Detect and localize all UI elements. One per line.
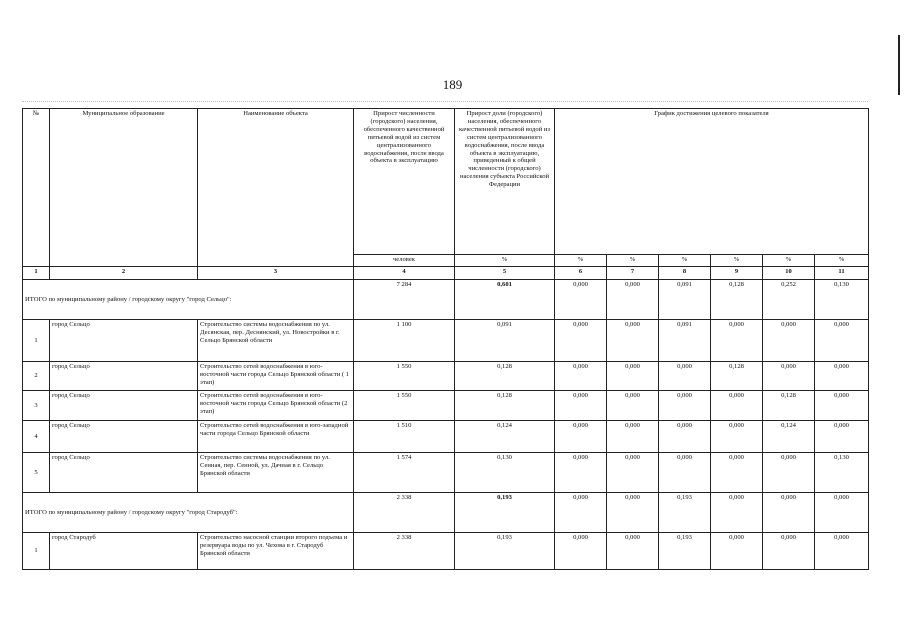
table-row [23, 362, 869, 391]
group-total-share: 0,193 [455, 493, 555, 533]
year-value: 0,000 [711, 533, 763, 570]
col-number: 11 [815, 267, 869, 280]
year-value: 0,000 [815, 421, 869, 453]
table-row [23, 320, 869, 362]
object-name: Строительство насосной станции второго подъема и резервуара воды по ул. Чехова в г. Стародуб Брянской области [198, 533, 354, 570]
row-number: 3 [23, 391, 50, 421]
header-municipality: Муниципальное образование [50, 109, 198, 267]
object-name: Строительство сетей водоснабжения в юго-западной части города Сельцо Брянской области [198, 421, 354, 453]
year-value: 0,000 [607, 533, 659, 570]
year-value: 0,000 [607, 391, 659, 421]
header-no: № [23, 109, 50, 267]
unit-people: человек [354, 255, 455, 267]
row-number: 1 [23, 320, 50, 362]
year-value: 0,000 [607, 362, 659, 391]
share-growth: 0,130 [455, 453, 555, 493]
header-row [23, 109, 869, 255]
unit-percent-2019: % [555, 255, 607, 267]
group-total-row [23, 493, 869, 533]
year-value: 0,000 [763, 362, 815, 391]
table-row [23, 421, 869, 453]
year-value: 0,000 [763, 453, 815, 493]
unit-percent-2024: % [815, 255, 869, 267]
year-value: 0,000 [555, 421, 607, 453]
col-number: 1 [23, 267, 50, 280]
share-growth: 0,091 [455, 320, 555, 362]
col-number: 3 [198, 267, 354, 280]
year-value: 0,124 [763, 421, 815, 453]
group-total-year-value: 0,000 [555, 493, 607, 533]
group-total-year-value: 0,000 [607, 493, 659, 533]
year-value: 0,000 [555, 320, 607, 362]
group-total-year-value: 0,000 [711, 493, 763, 533]
table-row [23, 533, 869, 570]
municipality-name: город Сельцо [50, 362, 198, 391]
top-rule [22, 101, 868, 102]
municipality-name: город Сельцо [50, 391, 198, 421]
population-growth: 1 550 [354, 362, 455, 391]
year-value: 0,000 [815, 362, 869, 391]
year-value: 0,000 [607, 320, 659, 362]
col-number: 8 [659, 267, 711, 280]
table-row [23, 391, 869, 421]
header-object: Наименование объекта [198, 109, 354, 267]
indicator-table [22, 108, 869, 570]
year-value: 0,128 [711, 362, 763, 391]
group-total-year-value: 0,128 [711, 280, 763, 320]
unit-percent-2020: % [607, 255, 659, 267]
col-number: 9 [711, 267, 763, 280]
group-total-year-value: 0,252 [763, 280, 815, 320]
col-number: 5 [455, 267, 555, 280]
year-value: 0,000 [763, 320, 815, 362]
object-name: Строительство сетей водоснабжения в юго-восточной части города Сельцо Брянской области (2 этап) [198, 391, 354, 421]
municipality-name: город Сельцо [50, 453, 198, 493]
group-total-people: 2 338 [354, 493, 455, 533]
group-total-label: ИТОГО по муниципальному району / городскому округу "город Сельцо": [23, 280, 354, 320]
page-number: 189 [442, 77, 463, 92]
year-value: 0,193 [659, 533, 711, 570]
year-value: 0,130 [815, 453, 869, 493]
share-growth: 0,128 [455, 362, 555, 391]
population-growth: 2 338 [354, 533, 455, 570]
group-total-people: 7 284 [354, 280, 455, 320]
object-name: Строительство системы водоснабжения по ул. Сенная, пер. Сенной, ул. Дачная в г. Сельцо Брянской области [198, 453, 354, 493]
year-value: 0,000 [815, 533, 869, 570]
group-total-year-value: 0,193 [659, 493, 711, 533]
year-value: 0,000 [555, 533, 607, 570]
unit-percent-2022: % [711, 255, 763, 267]
year-value: 0,000 [711, 453, 763, 493]
year-value: 0,000 [659, 453, 711, 493]
year-value: 0,000 [711, 391, 763, 421]
object-name: Строительство системы водоснабжения по ул. Десянская, пер. Деснянский, ул. Новостройки в г. Сельцо Брянской области [198, 320, 354, 362]
year-value: 0,000 [555, 362, 607, 391]
municipality-name: город Сельцо [50, 320, 198, 362]
year-value: 0,000 [711, 421, 763, 453]
col-number: 2 [50, 267, 198, 280]
population-growth: 1 510 [354, 421, 455, 453]
population-growth: 1 574 [354, 453, 455, 493]
object-name: Строительство сетей водоснабжения в юго-восточной части города Сельцо Брянской области ( 1 этап) [198, 362, 354, 391]
year-value: 0,000 [711, 320, 763, 362]
year-value: 0,000 [659, 421, 711, 453]
header-schedule: График достижения целевого показателя [555, 109, 869, 255]
year-value: 0,000 [815, 320, 869, 362]
year-value: 0,128 [763, 391, 815, 421]
row-number: 4 [23, 421, 50, 453]
share-growth: 0,128 [455, 391, 555, 421]
share-growth: 0,193 [455, 533, 555, 570]
row-number: 5 [23, 453, 50, 493]
col-number: 4 [354, 267, 455, 280]
population-growth: 1 550 [354, 391, 455, 421]
year-value: 0,000 [659, 362, 711, 391]
group-total-year-value: 0,000 [555, 280, 607, 320]
unit-percent-2023: % [763, 255, 815, 267]
group-total-year-value: 0,091 [659, 280, 711, 320]
year-value: 0,000 [555, 391, 607, 421]
population-growth: 1 100 [354, 320, 455, 362]
group-total-year-value: 0,000 [763, 493, 815, 533]
table-row [23, 453, 869, 493]
header-growth-count: Прирост численности (городского) населения, обеспеченного качественной питьевой водой из систем централизованного водоснабжения, после ввода объекта в эксплуатацию [354, 109, 455, 255]
year-value: 0,000 [607, 453, 659, 493]
unit-percent: % [455, 255, 555, 267]
year-value: 0,000 [659, 391, 711, 421]
group-total-share: 0,601 [455, 280, 555, 320]
row-number: 2 [23, 362, 50, 391]
share-growth: 0,124 [455, 421, 555, 453]
group-total-year-value: 0,000 [607, 280, 659, 320]
year-value: 0,091 [659, 320, 711, 362]
group-total-year-value: 0,130 [815, 280, 869, 320]
group-total-label: ИТОГО по муниципальному району / городскому округу "город Стародуб": [23, 493, 354, 533]
row-number: 1 [23, 533, 50, 570]
year-value: 0,000 [555, 453, 607, 493]
unit-percent-2021: % [659, 255, 711, 267]
year-value: 0,000 [607, 421, 659, 453]
group-total-row [23, 280, 869, 320]
col-number: 6 [555, 267, 607, 280]
column-number-row [23, 267, 869, 280]
year-value: 0,000 [815, 391, 869, 421]
group-total-year-value: 0,000 [815, 493, 869, 533]
municipality-name: город Сельцо [50, 421, 198, 453]
col-number: 10 [763, 267, 815, 280]
header-growth-share: Прирост доли (городского) населения, обеспеченного качественной питьевой водой из систем централизованного водоснабжения, после ввода объекта в эксплуатацию, приведенный к общей численности (городского) населения субъекта Российской Федерации [455, 109, 555, 255]
year-value: 0,000 [763, 533, 815, 570]
col-number: 7 [607, 267, 659, 280]
municipality-name: город Стародуб [50, 533, 198, 570]
